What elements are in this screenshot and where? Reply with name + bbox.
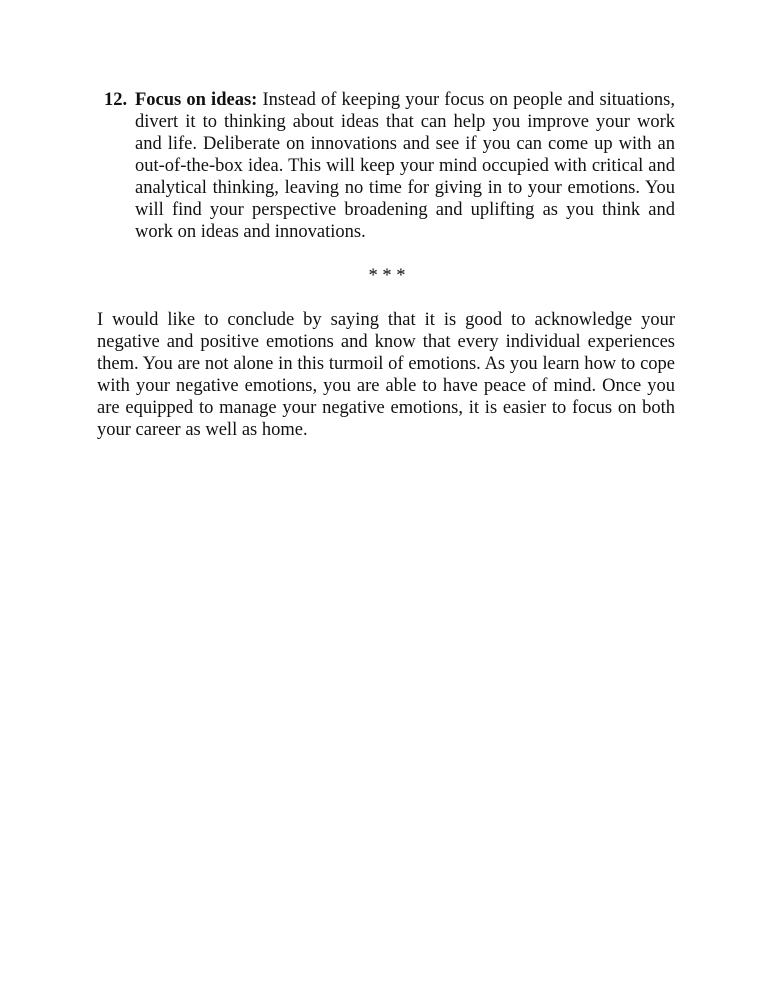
list-item-heading: Focus on ideas: [135, 90, 258, 110]
numbered-list-item [104, 89, 675, 243]
section-separator: * * * [368, 266, 406, 286]
document-page [97, 89, 675, 441]
conclusion-paragraph: I would like to conclude by saying that it is good to acknowledge your negative and positive emotions and know that every individual experiences them. You are not alone in this turmoil of emotions. As you learn how to cope with your negative emotions, you are able to have peace of mind. Once you are equipped to manage your negative emotions, it is easier to focus on both your career as well as home. [97, 310, 675, 440]
list-item-body: Instead of keeping your focus on people and situations, divert it to thinking about ideas that can help you improve your work and life. Deliberate on innovations and see if you can come up with an out-of-the-box idea. This will keep your mind occupied with critical and analytical thinking, leaving no time for giving in to your emotions. You will find your perspective broadening and uplifting as you think and work on ideas and innovations. [135, 90, 675, 242]
list-item-number: 12. [104, 90, 128, 110]
